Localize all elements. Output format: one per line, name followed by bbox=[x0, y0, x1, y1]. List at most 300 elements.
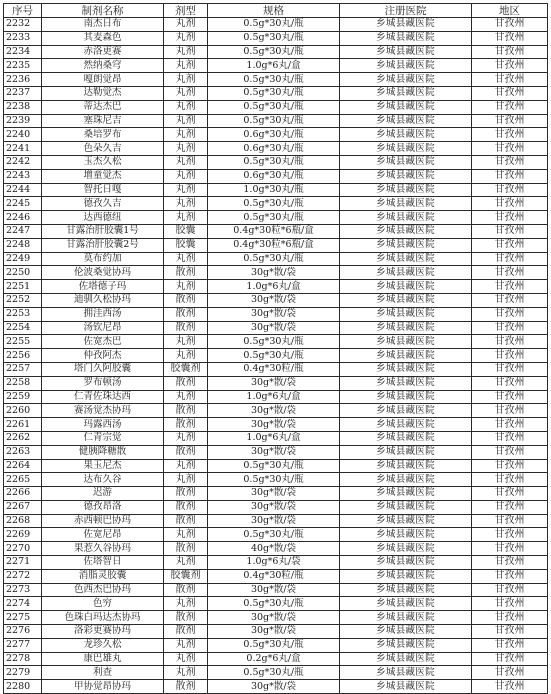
cell-name: 色穷 bbox=[42, 597, 164, 611]
drug-registration-table bbox=[3, 3, 548, 694]
cell-type: 散剂 bbox=[164, 542, 208, 556]
table-row bbox=[4, 431, 548, 445]
cell-hospital: 乡城县藏医院 bbox=[340, 335, 472, 349]
table-row bbox=[4, 59, 548, 73]
table-row bbox=[4, 666, 548, 680]
cell-hospital: 乡城县藏医院 bbox=[340, 59, 472, 73]
cell-hospital: 乡城县藏医院 bbox=[340, 431, 472, 445]
cell-spec: 0.4g*30粒/瓶 bbox=[208, 569, 340, 583]
cell-hospital: 乡城县藏医院 bbox=[340, 500, 472, 514]
cell-hospital: 乡城县藏医院 bbox=[340, 100, 472, 114]
table-row bbox=[4, 542, 548, 556]
cell-type: 散剂 bbox=[164, 404, 208, 418]
cell-type: 丸剂 bbox=[164, 45, 208, 59]
cell-type: 丸剂 bbox=[164, 169, 208, 183]
cell-hospital: 乡城县藏医院 bbox=[340, 638, 472, 652]
cell-region: 甘孜州 bbox=[472, 224, 548, 238]
column-header-region: 地区 bbox=[472, 4, 548, 18]
table-row bbox=[4, 473, 548, 487]
cell-type: 丸剂 bbox=[164, 197, 208, 211]
cell-spec: 30g*散/袋 bbox=[208, 514, 340, 528]
cell-type: 胶囊 bbox=[164, 238, 208, 252]
cell-spec: 30g*散/袋 bbox=[208, 625, 340, 639]
cell-no: 2264 bbox=[4, 459, 42, 473]
cell-type: 丸剂 bbox=[164, 183, 208, 197]
cell-hospital: 乡城县藏医院 bbox=[340, 349, 472, 363]
cell-no: 2235 bbox=[4, 59, 42, 73]
cell-spec: 0.6g*30丸/瓶 bbox=[208, 169, 340, 183]
cell-name: 迪驯久松协玛 bbox=[42, 293, 164, 307]
cell-no: 2272 bbox=[4, 569, 42, 583]
table-row bbox=[4, 597, 548, 611]
cell-spec: 30g*散/袋 bbox=[208, 321, 340, 335]
cell-name: 色西杰巴协玛 bbox=[42, 583, 164, 597]
cell-spec: 0.5g*30丸/瓶 bbox=[208, 473, 340, 487]
cell-name: 甲协觉昂协玛 bbox=[42, 680, 164, 694]
cell-spec: 30g*散/袋 bbox=[208, 293, 340, 307]
cell-no: 2270 bbox=[4, 542, 42, 556]
cell-spec: 0.6g*30丸/瓶 bbox=[208, 128, 340, 142]
cell-no: 2234 bbox=[4, 45, 42, 59]
cell-spec: 0.5g*30丸/瓶 bbox=[208, 197, 340, 211]
cell-type: 胶囊 bbox=[164, 224, 208, 238]
cell-hospital: 乡城县藏医院 bbox=[340, 45, 472, 59]
cell-type: 散剂 bbox=[164, 418, 208, 432]
cell-spec: 30g*散/袋 bbox=[208, 445, 340, 459]
cell-no: 2277 bbox=[4, 638, 42, 652]
cell-spec: 0.5g*30丸/瓶 bbox=[208, 252, 340, 266]
cell-no: 2279 bbox=[4, 666, 42, 680]
cell-region: 甘孜州 bbox=[472, 542, 548, 556]
cell-name: 赛汤觉杰协玛 bbox=[42, 404, 164, 418]
cell-type: 丸剂 bbox=[164, 59, 208, 73]
cell-spec: 1.0g*6丸/盒 bbox=[208, 280, 340, 294]
cell-spec: 40g*散/袋 bbox=[208, 542, 340, 556]
cell-type: 丸剂 bbox=[164, 652, 208, 666]
cell-name: 消脂灵胶囊 bbox=[42, 569, 164, 583]
table-row bbox=[4, 73, 548, 87]
table-row bbox=[4, 114, 548, 128]
cell-hospital: 乡城县藏医院 bbox=[340, 197, 472, 211]
cell-hospital: 乡城县藏医院 bbox=[340, 487, 472, 501]
cell-hospital: 乡城县藏医院 bbox=[340, 390, 472, 404]
cell-hospital: 乡城县藏医院 bbox=[340, 224, 472, 238]
cell-no: 2254 bbox=[4, 321, 42, 335]
cell-type: 散剂 bbox=[164, 307, 208, 321]
cell-spec: 30g*散/袋 bbox=[208, 583, 340, 597]
cell-hospital: 乡城县藏医院 bbox=[340, 625, 472, 639]
table-row bbox=[4, 280, 548, 294]
cell-region: 甘孜州 bbox=[472, 652, 548, 666]
cell-name: 仁青佐珠达西 bbox=[42, 390, 164, 404]
cell-no: 2278 bbox=[4, 652, 42, 666]
cell-spec: 0.5g*30丸/瓶 bbox=[208, 45, 340, 59]
cell-hospital: 乡城县藏医院 bbox=[340, 528, 472, 542]
cell-spec: 0.5g*30丸/瓶 bbox=[208, 114, 340, 128]
cell-region: 甘孜州 bbox=[472, 666, 548, 680]
cell-name: 汤钦尼昂 bbox=[42, 321, 164, 335]
cell-region: 甘孜州 bbox=[472, 376, 548, 390]
cell-hospital: 乡城县藏医院 bbox=[340, 556, 472, 570]
cell-name: 健胰降糖散 bbox=[42, 445, 164, 459]
cell-name: 嘎朗觉昂 bbox=[42, 73, 164, 87]
cell-region: 甘孜州 bbox=[472, 31, 548, 45]
cell-region: 甘孜州 bbox=[472, 211, 548, 225]
cell-hospital: 乡城县藏医院 bbox=[340, 611, 472, 625]
cell-type: 胶囊剂 bbox=[164, 362, 208, 376]
cell-type: 丸剂 bbox=[164, 128, 208, 142]
cell-spec: 0.5g*30丸/瓶 bbox=[208, 211, 340, 225]
table-row bbox=[4, 266, 548, 280]
cell-name: 佐宽杰巴 bbox=[42, 335, 164, 349]
cell-spec: 1.0g*6丸/盒 bbox=[208, 390, 340, 404]
cell-hospital: 乡城县藏医院 bbox=[340, 680, 472, 694]
cell-type: 丸剂 bbox=[164, 142, 208, 156]
cell-name: 色珠白玛达杰协玛 bbox=[42, 611, 164, 625]
table-row bbox=[4, 197, 548, 211]
cell-name: 佐宽尼昂 bbox=[42, 528, 164, 542]
cell-type: 丸剂 bbox=[164, 597, 208, 611]
cell-hospital: 乡城县藏医院 bbox=[340, 514, 472, 528]
cell-name: 蒂达杰巴 bbox=[42, 100, 164, 114]
cell-spec: 0.4g*30粒*6瓶/盒 bbox=[208, 224, 340, 238]
cell-type: 散剂 bbox=[164, 321, 208, 335]
table-row bbox=[4, 183, 548, 197]
cell-no: 2242 bbox=[4, 155, 42, 169]
cell-type: 散剂 bbox=[164, 500, 208, 514]
cell-hospital: 乡城县藏医院 bbox=[340, 666, 472, 680]
cell-region: 甘孜州 bbox=[472, 169, 548, 183]
cell-no: 2268 bbox=[4, 514, 42, 528]
cell-type: 丸剂 bbox=[164, 114, 208, 128]
table-row bbox=[4, 128, 548, 142]
cell-hospital: 乡城县藏医院 bbox=[340, 31, 472, 45]
table-row bbox=[4, 211, 548, 225]
cell-hospital: 乡城县藏医院 bbox=[340, 293, 472, 307]
table-row bbox=[4, 390, 548, 404]
cell-hospital: 乡城县藏医院 bbox=[340, 376, 472, 390]
cell-region: 甘孜州 bbox=[472, 335, 548, 349]
cell-region: 甘孜州 bbox=[472, 266, 548, 280]
cell-type: 丸剂 bbox=[164, 473, 208, 487]
table-row bbox=[4, 86, 548, 100]
cell-type: 丸剂 bbox=[164, 155, 208, 169]
table-header-row bbox=[4, 4, 548, 18]
cell-type: 散剂 bbox=[164, 487, 208, 501]
cell-no: 2274 bbox=[4, 597, 42, 611]
table-row bbox=[4, 528, 548, 542]
cell-spec: 0.5g*30丸/瓶 bbox=[208, 638, 340, 652]
cell-no: 2263 bbox=[4, 445, 42, 459]
cell-type: 丸剂 bbox=[164, 390, 208, 404]
cell-region: 甘孜州 bbox=[472, 293, 548, 307]
cell-name: 佐塔德子玛 bbox=[42, 280, 164, 294]
table-row bbox=[4, 404, 548, 418]
cell-hospital: 乡城县藏医院 bbox=[340, 445, 472, 459]
cell-region: 甘孜州 bbox=[472, 404, 548, 418]
cell-hospital: 乡城县藏医院 bbox=[340, 473, 472, 487]
cell-name: 然纳桑穹 bbox=[42, 59, 164, 73]
table-row bbox=[4, 652, 548, 666]
cell-region: 甘孜州 bbox=[472, 611, 548, 625]
cell-spec: 0.5g*30丸/瓶 bbox=[208, 666, 340, 680]
cell-region: 甘孜州 bbox=[472, 252, 548, 266]
table-row bbox=[4, 335, 548, 349]
cell-hospital: 乡城县藏医院 bbox=[340, 307, 472, 321]
cell-name: 德孜久吉 bbox=[42, 197, 164, 211]
cell-type: 丸剂 bbox=[164, 252, 208, 266]
cell-region: 甘孜州 bbox=[472, 500, 548, 514]
cell-no: 2260 bbox=[4, 404, 42, 418]
cell-region: 甘孜州 bbox=[472, 418, 548, 432]
cell-hospital: 乡城县藏医院 bbox=[340, 238, 472, 252]
cell-region: 甘孜州 bbox=[472, 155, 548, 169]
cell-hospital: 乡城县藏医院 bbox=[340, 128, 472, 142]
cell-name: 莫布约加 bbox=[42, 252, 164, 266]
cell-type: 丸剂 bbox=[164, 638, 208, 652]
cell-spec: 0.5g*30丸/瓶 bbox=[208, 73, 340, 87]
column-header-type: 剂型 bbox=[164, 4, 208, 18]
cell-type: 丸剂 bbox=[164, 211, 208, 225]
cell-no: 2232 bbox=[4, 18, 42, 32]
cell-name: 甘露治肝胶囊1号 bbox=[42, 224, 164, 238]
cell-region: 甘孜州 bbox=[472, 142, 548, 156]
cell-type: 散剂 bbox=[164, 625, 208, 639]
cell-no: 2259 bbox=[4, 390, 42, 404]
cell-no: 2280 bbox=[4, 680, 42, 694]
cell-region: 甘孜州 bbox=[472, 556, 548, 570]
cell-no: 2245 bbox=[4, 197, 42, 211]
cell-name: 智托日嘎 bbox=[42, 183, 164, 197]
cell-name: 玛露西汤 bbox=[42, 418, 164, 432]
cell-no: 2267 bbox=[4, 500, 42, 514]
cell-type: 丸剂 bbox=[164, 100, 208, 114]
cell-name: 达西德纽 bbox=[42, 211, 164, 225]
table-row bbox=[4, 169, 548, 183]
cell-name: 塞珠尼吉 bbox=[42, 114, 164, 128]
table-row bbox=[4, 680, 548, 694]
cell-type: 散剂 bbox=[164, 266, 208, 280]
cell-region: 甘孜州 bbox=[472, 73, 548, 87]
cell-region: 甘孜州 bbox=[472, 86, 548, 100]
cell-region: 甘孜州 bbox=[472, 238, 548, 252]
cell-spec: 0.5g*30丸/瓶 bbox=[208, 100, 340, 114]
cell-name: 达勒觉杰 bbox=[42, 86, 164, 100]
cell-region: 甘孜州 bbox=[472, 307, 548, 321]
cell-no: 2238 bbox=[4, 100, 42, 114]
cell-hospital: 乡城县藏医院 bbox=[340, 169, 472, 183]
cell-name: 洛彩更赛协玛 bbox=[42, 625, 164, 639]
cell-region: 甘孜州 bbox=[472, 114, 548, 128]
cell-name: 赤西顿巴协玛 bbox=[42, 514, 164, 528]
cell-hospital: 乡城县藏医院 bbox=[340, 321, 472, 335]
cell-name: 色朵久吉 bbox=[42, 142, 164, 156]
cell-type: 散剂 bbox=[164, 293, 208, 307]
table-row bbox=[4, 142, 548, 156]
cell-hospital: 乡城县藏医院 bbox=[340, 418, 472, 432]
cell-region: 甘孜州 bbox=[472, 514, 548, 528]
column-header-hospital: 注册医院 bbox=[340, 4, 472, 18]
cell-name: 康巴雄丸 bbox=[42, 652, 164, 666]
cell-hospital: 乡城县藏医院 bbox=[340, 362, 472, 376]
cell-name: 其麦森色 bbox=[42, 31, 164, 45]
cell-no: 2262 bbox=[4, 431, 42, 445]
cell-type: 丸剂 bbox=[164, 18, 208, 32]
cell-type: 丸剂 bbox=[164, 556, 208, 570]
cell-spec: 30g*散/袋 bbox=[208, 418, 340, 432]
cell-type: 散剂 bbox=[164, 376, 208, 390]
cell-name: 德孜昂洛 bbox=[42, 500, 164, 514]
cell-no: 2271 bbox=[4, 556, 42, 570]
cell-name: 桑培罗布 bbox=[42, 128, 164, 142]
cell-spec: 1.0g*6丸/袋 bbox=[208, 556, 340, 570]
column-header-spec: 规格 bbox=[208, 4, 340, 18]
cell-type: 丸剂 bbox=[164, 31, 208, 45]
cell-spec: 0.5g*30丸/瓶 bbox=[208, 18, 340, 32]
table-row bbox=[4, 18, 548, 32]
cell-type: 胶囊剂 bbox=[164, 569, 208, 583]
cell-name: 甘露治肝胶囊2号 bbox=[42, 238, 164, 252]
cell-region: 甘孜州 bbox=[472, 638, 548, 652]
table-row bbox=[4, 445, 548, 459]
cell-no: 2250 bbox=[4, 266, 42, 280]
cell-name: 南杰日布 bbox=[42, 18, 164, 32]
table-row bbox=[4, 376, 548, 390]
cell-no: 2253 bbox=[4, 307, 42, 321]
cell-region: 甘孜州 bbox=[472, 583, 548, 597]
cell-type: 散剂 bbox=[164, 583, 208, 597]
table-row bbox=[4, 307, 548, 321]
cell-region: 甘孜州 bbox=[472, 680, 548, 694]
cell-no: 2251 bbox=[4, 280, 42, 294]
cell-region: 甘孜州 bbox=[472, 459, 548, 473]
cell-type: 丸剂 bbox=[164, 528, 208, 542]
table-row bbox=[4, 487, 548, 501]
cell-hospital: 乡城县藏医院 bbox=[340, 583, 472, 597]
cell-no: 2244 bbox=[4, 183, 42, 197]
cell-hospital: 乡城县藏医院 bbox=[340, 266, 472, 280]
cell-name: 果玉尼杰 bbox=[42, 459, 164, 473]
cell-name: 达布久谷 bbox=[42, 473, 164, 487]
table-row bbox=[4, 638, 548, 652]
cell-spec: 30g*散/袋 bbox=[208, 611, 340, 625]
cell-no: 2237 bbox=[4, 86, 42, 100]
cell-no: 2276 bbox=[4, 625, 42, 639]
cell-name: 增童觉杰 bbox=[42, 169, 164, 183]
cell-no: 2248 bbox=[4, 238, 42, 252]
cell-no: 2255 bbox=[4, 335, 42, 349]
cell-region: 甘孜州 bbox=[472, 18, 548, 32]
cell-type: 丸剂 bbox=[164, 349, 208, 363]
cell-name: 赤洛更赛 bbox=[42, 45, 164, 59]
cell-spec: 0.5g*30丸/瓶 bbox=[208, 86, 340, 100]
cell-type: 丸剂 bbox=[164, 459, 208, 473]
cell-hospital: 乡城县藏医院 bbox=[340, 73, 472, 87]
cell-no: 2239 bbox=[4, 114, 42, 128]
cell-spec: 0.2g*6丸/盒 bbox=[208, 652, 340, 666]
cell-name: 利查 bbox=[42, 666, 164, 680]
cell-name: 塔门久阿胶囊 bbox=[42, 362, 164, 376]
cell-type: 丸剂 bbox=[164, 335, 208, 349]
cell-name: 伦波桑觉协玛 bbox=[42, 266, 164, 280]
cell-region: 甘孜州 bbox=[472, 487, 548, 501]
cell-spec: 0.5g*30丸/瓶 bbox=[208, 349, 340, 363]
cell-region: 甘孜州 bbox=[472, 280, 548, 294]
cell-no: 2261 bbox=[4, 418, 42, 432]
cell-hospital: 乡城县藏医院 bbox=[340, 542, 472, 556]
cell-region: 甘孜州 bbox=[472, 128, 548, 142]
cell-spec: 0.5g*30丸/瓶 bbox=[208, 335, 340, 349]
cell-type: 散剂 bbox=[164, 680, 208, 694]
cell-spec: 30g*散/袋 bbox=[208, 680, 340, 694]
cell-region: 甘孜州 bbox=[472, 59, 548, 73]
table-row bbox=[4, 252, 548, 266]
cell-no: 2256 bbox=[4, 349, 42, 363]
cell-type: 丸剂 bbox=[164, 666, 208, 680]
cell-no: 2233 bbox=[4, 31, 42, 45]
table-row bbox=[4, 349, 548, 363]
cell-region: 甘孜州 bbox=[472, 349, 548, 363]
table-row bbox=[4, 155, 548, 169]
cell-region: 甘孜州 bbox=[472, 390, 548, 404]
cell-spec: 0.5g*30丸/瓶 bbox=[208, 459, 340, 473]
cell-name: 果惹久谷协玛 bbox=[42, 542, 164, 556]
cell-hospital: 乡城县藏医院 bbox=[340, 252, 472, 266]
table-row bbox=[4, 238, 548, 252]
cell-hospital: 乡城县藏医院 bbox=[340, 569, 472, 583]
cell-type: 丸剂 bbox=[164, 86, 208, 100]
cell-region: 甘孜州 bbox=[472, 362, 548, 376]
cell-region: 甘孜州 bbox=[472, 569, 548, 583]
cell-no: 2247 bbox=[4, 224, 42, 238]
cell-no: 2241 bbox=[4, 142, 42, 156]
cell-spec: 30g*散/袋 bbox=[208, 404, 340, 418]
cell-region: 甘孜州 bbox=[472, 473, 548, 487]
table-row bbox=[4, 31, 548, 45]
cell-spec: 0.5g*30丸/瓶 bbox=[208, 528, 340, 542]
cell-spec: 0.4g*30粒*6瓶/盒 bbox=[208, 238, 340, 252]
cell-spec: 30g*散/袋 bbox=[208, 307, 340, 321]
cell-name: 罗布顿汤 bbox=[42, 376, 164, 390]
cell-type: 散剂 bbox=[164, 445, 208, 459]
cell-hospital: 乡城县藏医院 bbox=[340, 183, 472, 197]
table-row bbox=[4, 611, 548, 625]
cell-no: 2258 bbox=[4, 376, 42, 390]
cell-no: 2243 bbox=[4, 169, 42, 183]
cell-spec: 0.5g*30丸/瓶 bbox=[208, 597, 340, 611]
cell-name: 龙珍久松 bbox=[42, 638, 164, 652]
cell-no: 2257 bbox=[4, 362, 42, 376]
cell-type: 散剂 bbox=[164, 514, 208, 528]
table-row bbox=[4, 293, 548, 307]
cell-name: 玉杰久松 bbox=[42, 155, 164, 169]
cell-name: 仁青宗觉 bbox=[42, 431, 164, 445]
cell-hospital: 乡城县藏医院 bbox=[340, 211, 472, 225]
cell-spec: 0.5g*30丸/瓶 bbox=[208, 31, 340, 45]
cell-region: 甘孜州 bbox=[472, 625, 548, 639]
table-row bbox=[4, 321, 548, 335]
cell-no: 2236 bbox=[4, 73, 42, 87]
cell-name: 拥洼西汤 bbox=[42, 307, 164, 321]
cell-no: 2273 bbox=[4, 583, 42, 597]
table-row bbox=[4, 459, 548, 473]
table-row bbox=[4, 100, 548, 114]
cell-type: 散剂 bbox=[164, 611, 208, 625]
cell-region: 甘孜州 bbox=[472, 100, 548, 114]
cell-region: 甘孜州 bbox=[472, 528, 548, 542]
table-row bbox=[4, 418, 548, 432]
table-row bbox=[4, 625, 548, 639]
